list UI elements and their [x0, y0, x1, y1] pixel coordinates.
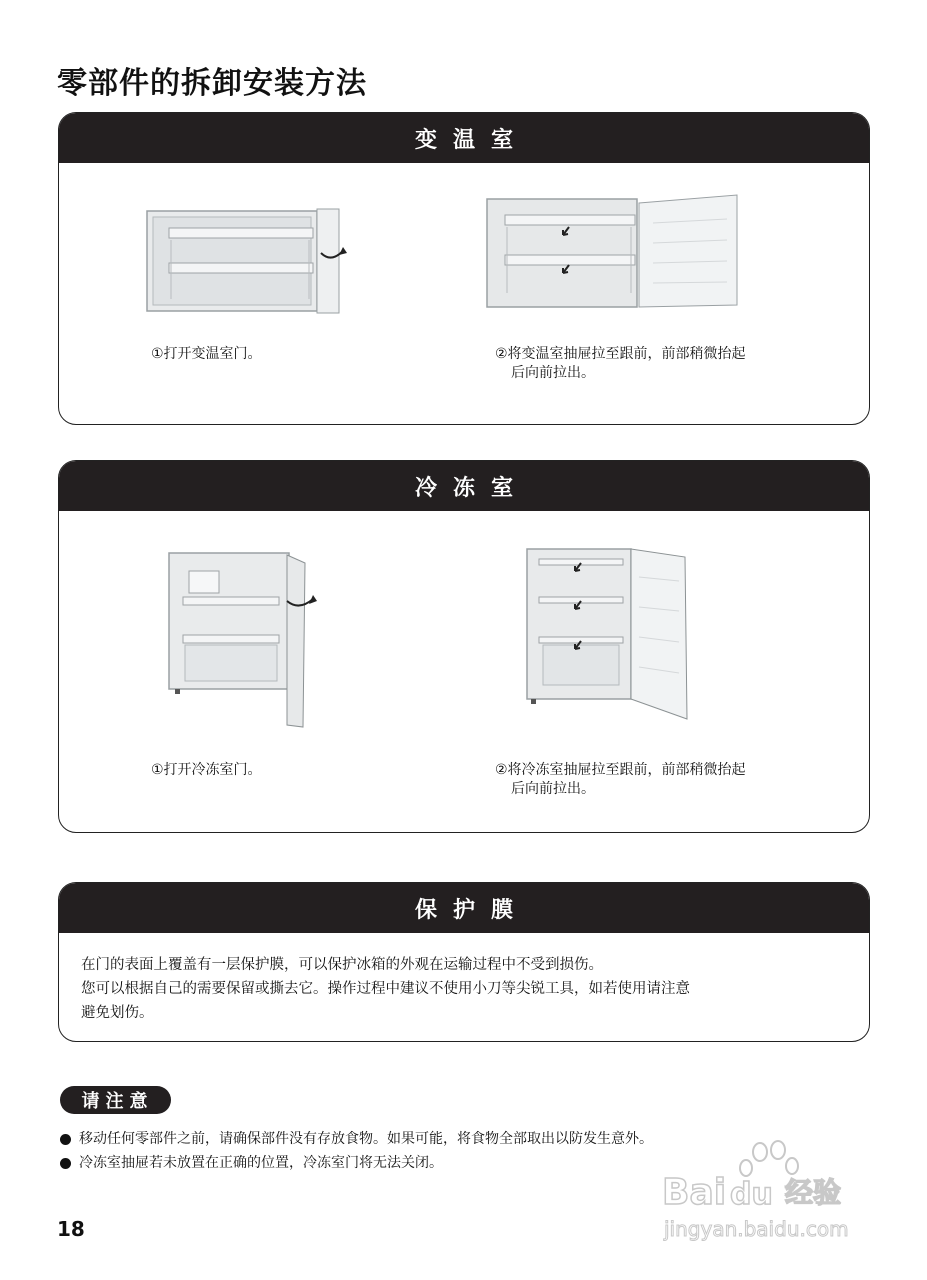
list-item: 冷冻室抽屉若未放置在正确的位置，冷冻室门将无法关闭。 [60, 1151, 653, 1175]
page-title: 零部件的拆卸安装方法 [57, 66, 367, 101]
variable-step2-illustration [483, 193, 753, 313]
watermark-cn: 经验 [785, 1176, 842, 1209]
variable-step1-illustration [143, 183, 353, 323]
film-line-3: 避免划伤。 [81, 1005, 154, 1021]
section-header: 冷冻室 [59, 461, 869, 511]
baidu-watermark [660, 1138, 875, 1248]
page-number: 18 [57, 1217, 85, 1241]
section-protective-film [58, 882, 870, 1042]
notice-badge: 请注意 [60, 1086, 171, 1114]
film-line-1: 在门的表面上覆盖有一层保护膜，可以保护冰箱的外观在运输过程中不受到损伤。 [81, 957, 603, 973]
watermark-brand: Bai [662, 1172, 727, 1213]
section-header: 变温室 [59, 113, 869, 163]
film-description [81, 953, 856, 1025]
freezer-step2-caption: ②将冷冻室抽屉拉至跟前，前部稍微抬起 后向前拉出。 [495, 762, 746, 797]
watermark-brand-2: du [730, 1177, 773, 1212]
freezer-step2-illustration [523, 547, 693, 723]
bullet-icon [60, 1134, 71, 1145]
notice-list [60, 1127, 653, 1175]
film-line-2: 您可以根据自己的需要保留或撕去它。操作过程中建议不使用小刀等尖锐工具，如若使用请注意 [81, 981, 690, 997]
section-variable-temp [58, 112, 870, 425]
freezer-step1-illustration [163, 549, 343, 729]
section-freezer [58, 460, 870, 833]
variable-step1-caption: ①打开变温室门。 [151, 346, 262, 362]
variable-step2-caption: ②将变温室抽屉拉至跟前，前部稍微抬起 后向前拉出。 [495, 346, 746, 381]
freezer-step1-caption: ①打开冷冻室门。 [151, 762, 262, 778]
watermark-url: jingyan.baidu.com [664, 1217, 849, 1241]
bullet-icon [60, 1158, 71, 1169]
list-item: 移动任何零部件之前，请确保部件没有存放食物。如果可能，将食物全部取出以防发生意外。 [60, 1127, 653, 1151]
section-header: 保护膜 [59, 883, 869, 933]
